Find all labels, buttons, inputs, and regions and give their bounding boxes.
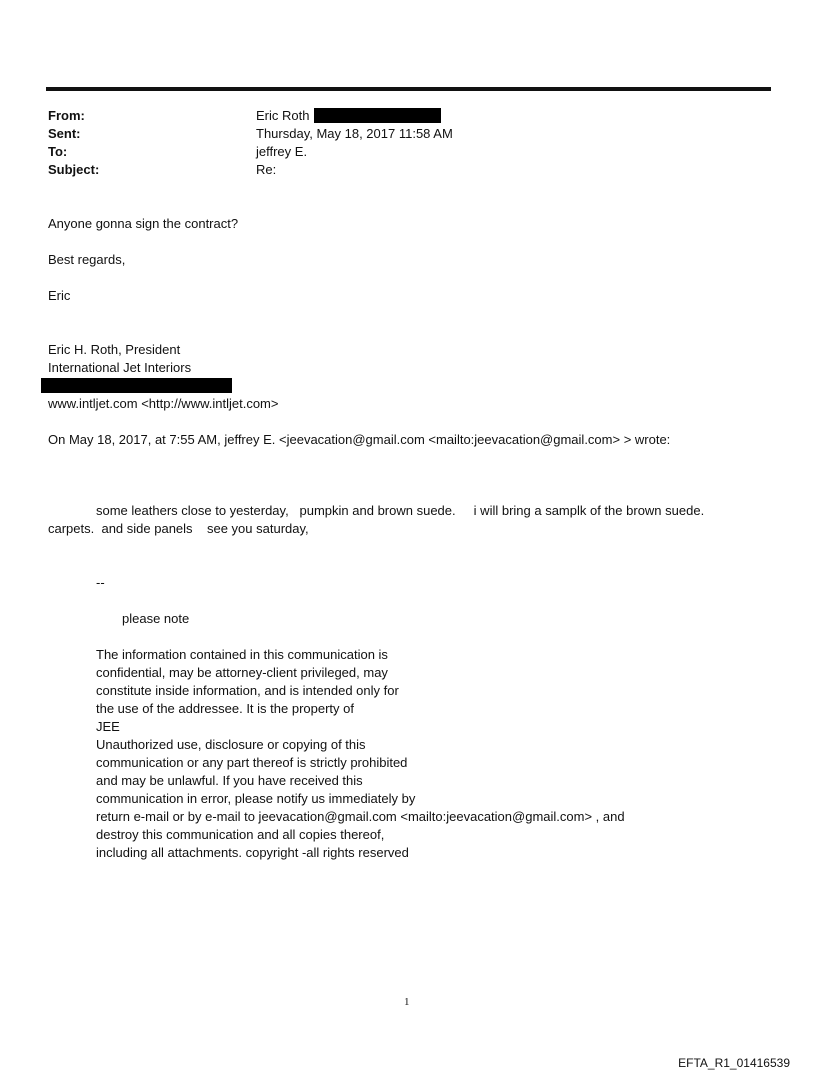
redacted-email-box [314,108,441,123]
disclaimer-line: Unauthorized use, disclosure or copying of this [96,737,366,752]
disclaimer-line: communication in error, please notify us immediately by [96,791,416,806]
disclaimer-line: confidential, may be attorney-client privileged, may [96,665,388,680]
disclaimer-line: destroy this communication and all copies thereof, [96,827,385,842]
quoted-line-2: carpets. and side panels see you saturday, [48,521,309,536]
page-number: 1 [404,996,410,1008]
signature-name-title: Eric H. Roth, President [48,342,181,357]
body-closing: Best regards, [48,252,126,267]
body-first-name: Eric [48,288,71,303]
disclaimer-line: The information contained in this communication is [96,647,388,662]
disclaimer-line: JEE [96,719,120,734]
to-value: jeffrey E. [256,144,308,159]
document-id: EFTA_R1_01416539 [678,1056,790,1070]
from-label: From: [48,108,85,123]
signature-company: International Jet Interiors [48,360,192,375]
quote-intro: On May 18, 2017, at 7:55 AM, jeffrey E. <jeevacation@gmail.com <mailto:jeevacation@gmail.com> > wrote: [48,432,671,447]
signature-website-link[interactable]: www.intljet.com <http://www.intljet.com> [48,396,279,411]
sent-label: Sent: [48,126,81,141]
header-rule [46,87,771,91]
disclaimer-line: including all attachments. copyright -all rights reserved [96,845,409,860]
sent-value: Thursday, May 18, 2017 11:58 AM [256,126,453,141]
body-question: Anyone gonna sign the contract? [48,216,239,231]
disclaimer-line: constitute inside information, and is intended only for [96,683,399,698]
subject-value: Re: [256,162,277,177]
disclaimer-line: return e-mail or by e-mail to jeevacation@gmail.com <mailto:jeevacation@gmail.com> , and [96,809,625,824]
signature-dashes: -- [96,575,105,590]
disclaimer-line: the use of the addressee. It is the property of [96,701,354,716]
to-label: To: [48,144,68,159]
disclaimer-line: communication or any part thereof is strictly prohibited [96,755,408,770]
please-note: please note [122,611,190,626]
from-value: Eric Roth [256,108,310,123]
subject-label: Subject: [48,162,100,177]
disclaimer-line: and may be unlawful. If you have received this [96,773,363,788]
quoted-line-1: some leathers close to yesterday, pumpkin and brown suede. i will bring a samplk of the brown suede. [96,503,705,518]
redacted-contact-box [41,378,232,393]
